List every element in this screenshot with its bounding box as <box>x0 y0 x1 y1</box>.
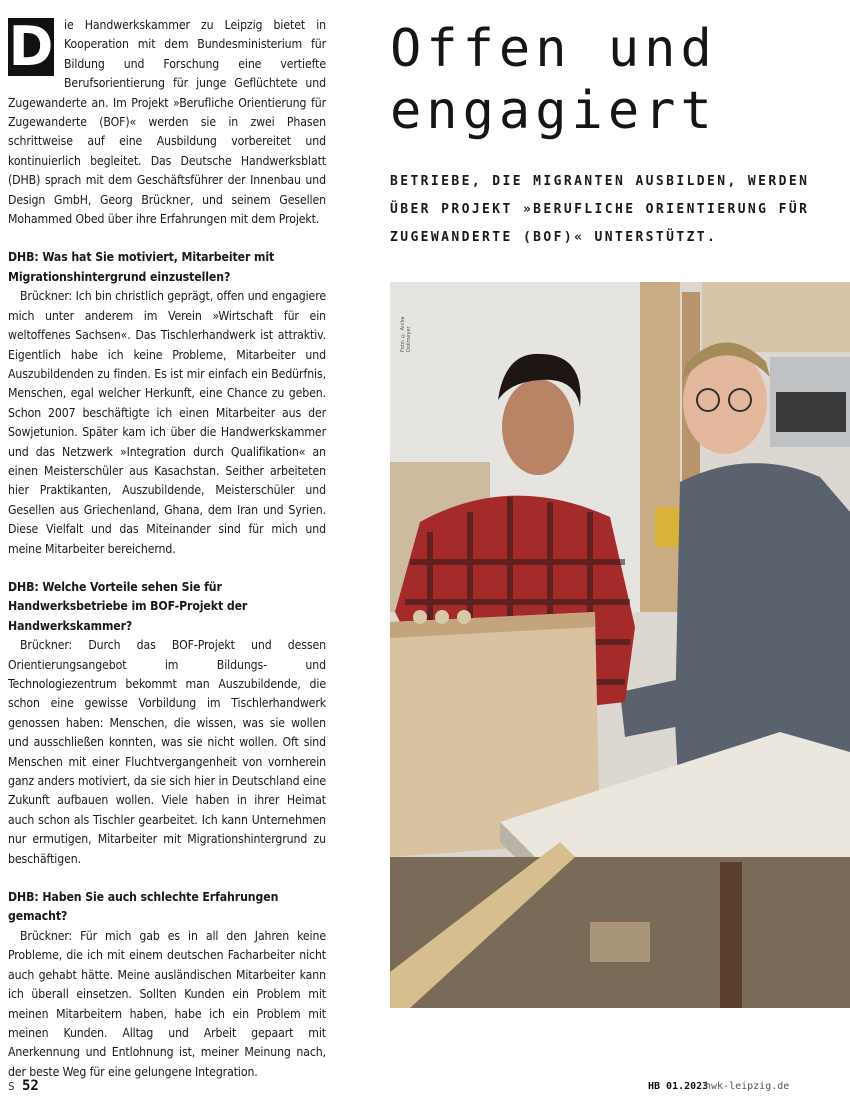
title-line-2: engagiert <box>390 81 717 141</box>
article-title <box>390 18 842 142</box>
interview-answer: Brückner: Für mich gab es in all den Jahren keine Probleme, die ich mit einem deutschen Facharbeiter nicht auch gehabt hätte. Meine ausländischen Mitarbeiter kann ich überall einsetzen. Sollten Kunden ein Problem mit meinen Mitarbeitern haben, habe ich ein Problem mit meinen Kunden. Alltag und Arbeit gepaart mit Anerkennung und Entlohnung ist, meiner Meinung nach, der beste Weg für eine gelungene Integration. <box>8 928 326 1079</box>
photo-credit: Foto: © Anika Dollmeyer <box>400 316 412 352</box>
interview-block-2 <box>8 578 326 869</box>
page-number: 52 <box>22 1078 39 1094</box>
title-line-1: Offen und <box>390 19 717 79</box>
headline-block <box>390 18 842 252</box>
issue-label: HB 01.2023 <box>648 1081 709 1092</box>
article-body <box>8 16 326 1082</box>
interview-answer: Brückner: Durch das BOF-Projekt und dessen Orientierungsangebot im Bildungs- und Technologiezentrum bekommt man Auszubildende, die schon eine gewisse Vorbildung im Tischlerhandwerk genossen haben: Menschen, die wissen, was sie wollen und ausschließen konnten, was sie nicht wollen. Oft sind Menschen mit einer Fluchtvergangenheit von vornherein ganz anders motiviert, da sie sich hier in Deutschland eine Zukunft aufbauen wollen. Viele haben in ihrer Heimat auch schon als Tischler gearbeitet. Ich kann Unternehmen nur ermutigen, Mitarbeiter mit Migrationshintergrund zu beschäftigen. <box>8 638 326 866</box>
drop-cap: D <box>8 15 54 78</box>
interview-block-1 <box>8 248 326 559</box>
intro-text: ie Handwerkskammer zu Leipzig bietet in Kooperation mit dem Bundesministerium für Bildung und Forschung eine vertiefte Berufsorientierung für junge Geflüchtete und Zugewanderte an. Im Projekt »Berufliche Orientierung für Zugewanderte (BOF)« werden sie in zwei Phasen schrittweise auf eine Ausbildung vorbereitet und kontinuierlich begleitet. Das Deutsche Handwerksblatt (DHB) sprach mit dem Geschäftsführer der Innenbau und Design GmbH, Georg Brückner, und seinem Gesellen Mohammed Obed über ihre Erfahrungen mit dem Projekt. <box>8 18 326 227</box>
article-intro <box>8 16 326 229</box>
interview-question: DHB: Was hat Sie motiviert, Mitarbeiter mit Migrationshintergrund einzustellen? <box>8 250 275 284</box>
photo-illustration <box>390 282 850 1008</box>
interview-question: DHB: Haben Sie auch schlechte Erfahrungen gemacht? <box>8 890 279 924</box>
interview-block-3 <box>8 888 326 1082</box>
interview-question: DHB: Welche Vorteile sehen Sie für Handwerksbetriebe im BOF-Projekt der Handwerkskammer? <box>8 579 248 633</box>
website-label: hwk-leipzig.de <box>705 1081 790 1092</box>
article-subtitle: BETRIEBE, DIE MIGRANTEN AUSBILDEN, WERDEN ÜBER PROJEKT »BERUFLICHE ORIENTIERUNG FÜR ZUGEWANDERTE (BOF)« UNTERSTÜTZT. <box>390 174 810 245</box>
interview-answer: Brückner: Ich bin christlich geprägt, offen und engagiere mich unter anderem im Verein »Wirtschaft für ein weltoffenes Sachsen«. Das Tischlerhandwerk ist attraktiv. Eigentlich habe ich keine Probleme, Mitarbeiter und Auszubildenden zu finden. Es ist mir einfach ein Bedürfnis, Menschen, egal welcher Herkunft, eine Chance zu geben. Schon 2007 beschäftigte ich einen Mitarbeiter aus der Sowjetunion. Später kam ich über die Handwerkskammer und das Netzwerk »Integration durch Qualifikation« an einen Meisterschüler aus Kasachstan. Seither arbeiteten hier Praktikanten, Auszubildende, Meisterschüler und Gesellen aus Griechenland, Ghana, dem Iran und Syrien. Diese Vielfalt und das Miteinander sind für mich und meine Mitarbeiter bereichernd. <box>8 289 326 556</box>
page-prefix: S <box>8 1080 15 1093</box>
workshop-photo <box>390 282 850 1008</box>
page-footer <box>0 1078 850 1096</box>
